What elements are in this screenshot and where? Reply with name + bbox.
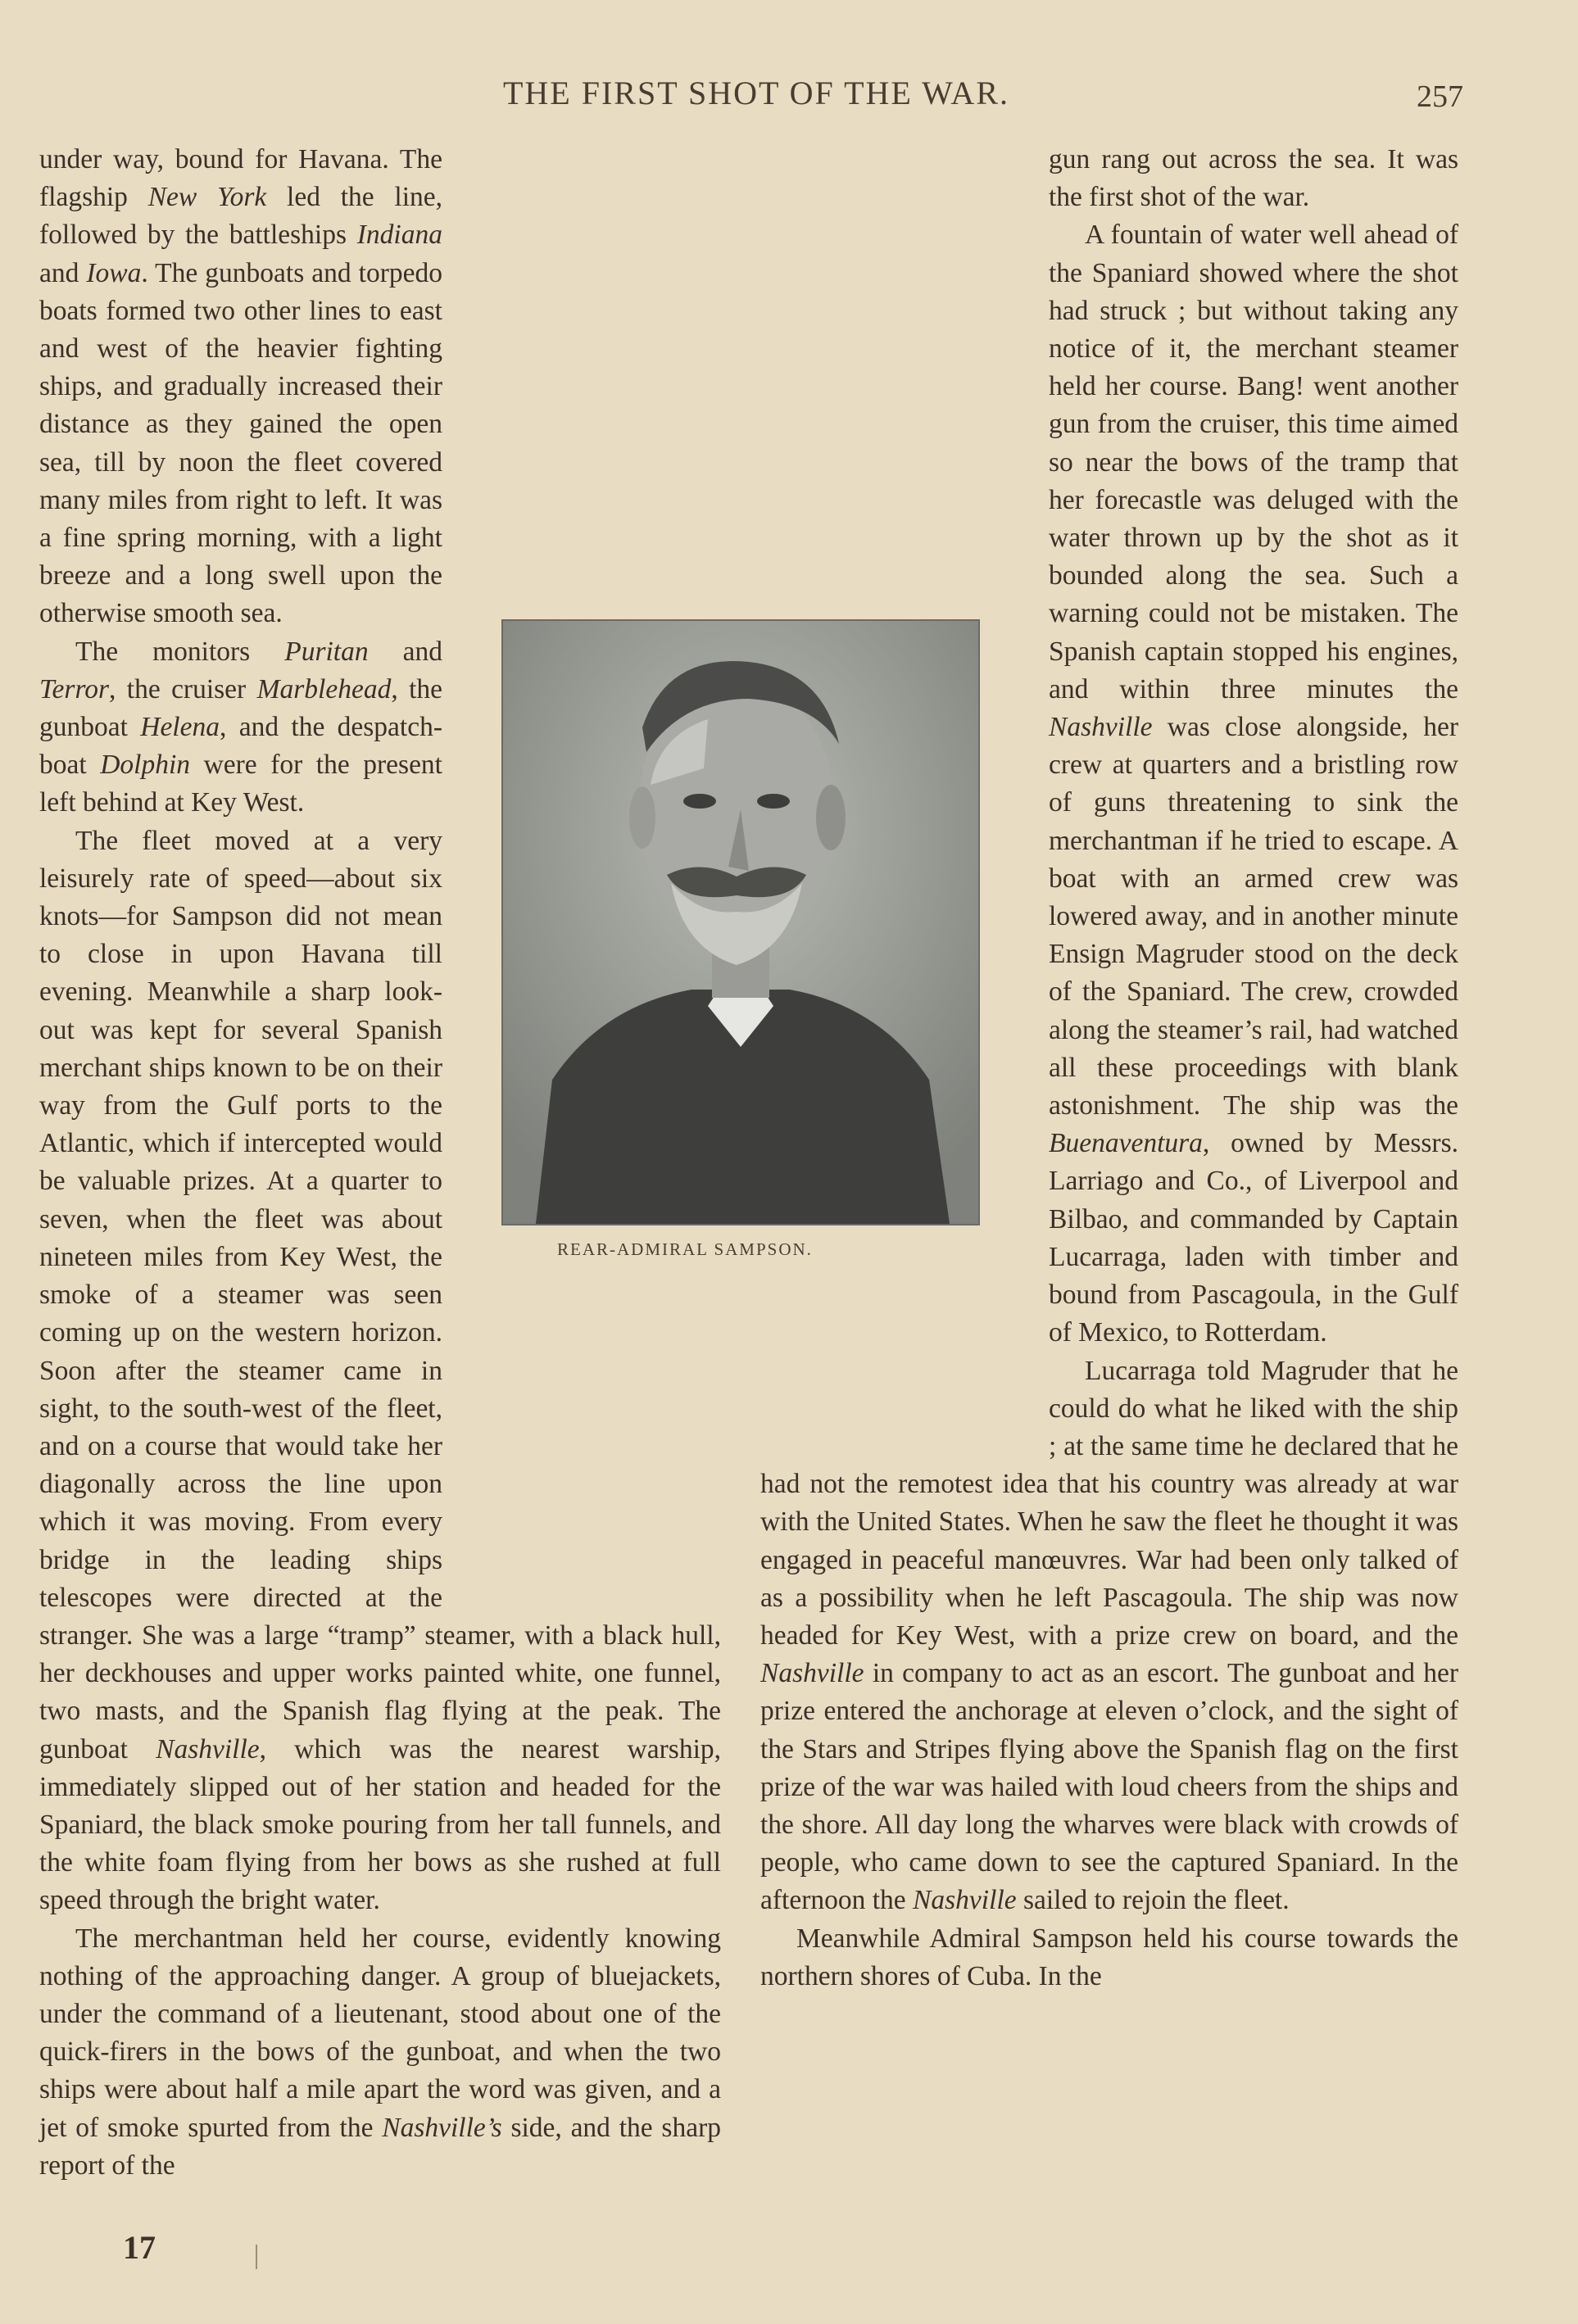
paragraph: under way, bound for Havana. The flagship New York led the line, followed by the battleships Indiana and Iowa. The gunboats and torpedo boats formed two other lines to east and west of the heavier fighting ships, and gradually increased their distance as they gained the open sea, till by noon the fleet covered many miles from right to left. It was a fine spring morning, with a light breeze and a long swell upon the otherwise smooth sea. — [39, 144, 442, 629]
page-number: 257 — [1417, 79, 1463, 114]
signature-mark: 17 — [123, 2229, 156, 2266]
paragraph: Lucarraga told Magruder that he could do what he liked with the ship ; at the same time he declared that he had not the remotest idea that his country was already at war with the United States. When he saw the fleet he thought it was engaged in peaceful manœuvres. War had been only talked of as a possibility when he left Pascagoula. The ship was now headed for Key West, with a prize crew on board, and the Nashville in company to act as an escort. The gunboat and her prize entered the anchorage at eleven o’clock, and the sight of the Stars and Stripes flying above the Spanish flag on the first prize of the war was hailed with loud cheers from the ships and the shore. All day long the wharves were black with crowds of people, who came down to see the captured Spaniard. In the afternoon the Nashville sailed to rejoin the fleet. — [760, 1355, 1458, 1916]
running-title: THE FIRST SHOT OF THE WAR. — [502, 75, 1009, 111]
paragraph: The monitors Puritan and Terror, the cruiser Marblehead, the gunboat Helena, and the despatch-boat Dolphin were for the present left behind at Key West. — [39, 636, 442, 818]
figure-caption: REAR-ADMIRAL SAMPSON. — [557, 1239, 813, 1259]
paragraph: A fountain of water well ahead of the Spaniard showed where the shot had struck ; but without taking any notice of it, the merchant steamer held her course. Bang! went another gun from the cruiser, this time aimed so near the bows of the tramp that her forecastle was deluged with the water thrown up by the shot as it bounded along the sea. Such a warning could not be mistaken. The Spanish captain stopped his engines, and within three minutes the Nashville was close alongside, her crew at quarters and a bristling row of guns threatening to sink the merchantman if he tried to escape. A boat with an armed crew was lowered away, and in another minute Ensign Magruder stood on the deck of the Spaniard. The crew, crowded along the steamer’s rail, had watched all these proceedings with blank astonishment. The ship was the Buenaventura, owned by Messrs. Larriago and Co., of Liverpool and Bilbao, and commanded by Captain Lucarraga, laden with timber and bound from Pascagoula, in the Gulf of Mexico, to Rotterdam. — [1049, 220, 1458, 1348]
paragraph: Meanwhile Admiral Sampson held his course towards the northern shores of Cuba. In the — [760, 1923, 1458, 1991]
paragraph: The fleet moved at a very leisurely rate of speed—about six knots—for Sampson did not mean to close in upon Havana till evening. Meanwhile a sharp look-out was kept for several Spanish merchant ships known to be on their way from the Gulf ports to the Atlantic, which if intercepted would be valuable prizes. At a quarter to seven, when the fleet was about nineteen miles from Key West, the smoke of a steamer was seen coming up on the western horizon. Soon after the steamer came in sight, to the south-west of the fleet, and on a course that would take her diagonally across the line upon which it was moving. From every bridge in the leading ships telescopes were directed at the stranger. She was a large “tramp” steamer, with a black hull, her deckhouses and upper works painted white, one funnel, two masts, and the Spanish flag flying at the peak. The gunboat Nashville, which was the nearest warship, immediately slipped out of her station and headed for the Spaniard, the black smoke pouring from her tall funnels, and the white foam flying from her bows as she rushed at full speed through the bright water. — [39, 825, 721, 1916]
portrait-figure — [501, 619, 980, 1225]
portrait-image — [503, 621, 978, 1224]
paragraph: The merchantman held her course, evidently knowing nothing of the approaching danger. A group of bluejackets, under the command of a lieutenant, stood about one of the quick-firers in the bows of the gunboat, and when the two ships were about half a mile apart the word was given, and a jet of smoke spurted from the Nashville’s side, and the sharp report of the — [39, 1923, 721, 2181]
printer-mark — [256, 2245, 257, 2269]
paragraph: gun rang out across the sea. It was the first shot of the war. — [1049, 144, 1458, 213]
page-header — [49, 74, 1463, 123]
